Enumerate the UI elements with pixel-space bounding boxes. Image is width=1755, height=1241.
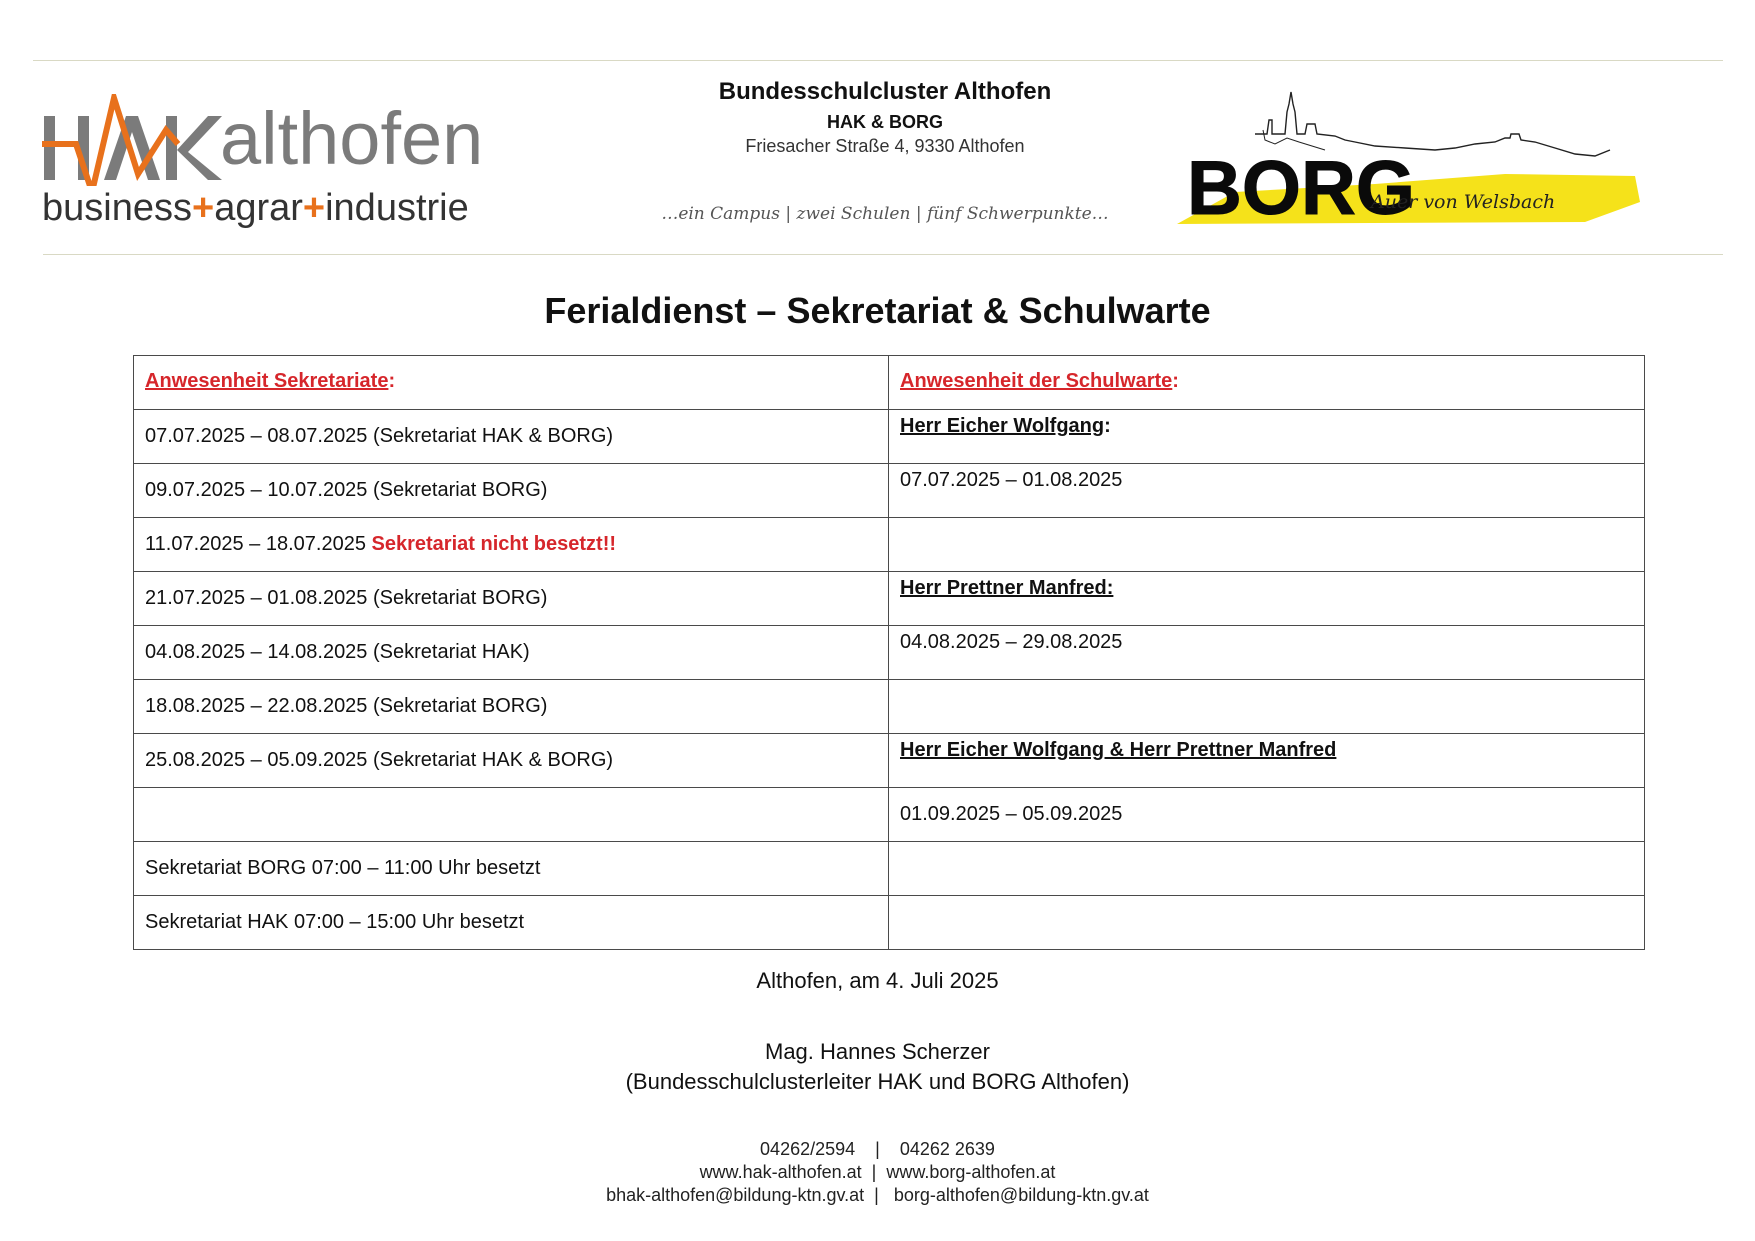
table-row (134, 518, 1645, 572)
secretariat-cell: 21.07.2025 – 01.08.2025 (Sekretariat BORG) (134, 572, 889, 626)
header-top-rule (33, 60, 1723, 61)
hak-letters-mark (42, 94, 222, 186)
school-name: Bundesschulcluster Althofen (718, 78, 1052, 105)
janitor-header-cell (889, 356, 1645, 410)
borg-logo (1175, 84, 1645, 232)
secretariat-cell: Sekretariat BORG 07:00 – 11:00 Uhr besetzt (134, 842, 889, 896)
table-header-row (134, 356, 1645, 410)
janitor-header: Anwesenheit der Schulwarte (900, 370, 1173, 392)
table-row (134, 626, 1645, 680)
borg-logo-graphic (1175, 84, 1645, 232)
janitor-cell (889, 896, 1645, 950)
janitor-cell (889, 572, 1645, 626)
secretariat-header-colon: : (388, 370, 396, 392)
secretariat-cell: 25.08.2025 – 05.09.2025 (Sekretariat HAK & BORG) (134, 734, 889, 788)
schedule-table (133, 355, 1645, 950)
janitor-name: Herr Prettner Manfred: (900, 577, 1114, 599)
secretariat-closed-alert: Sekretariat nicht besetzt!! (371, 533, 617, 555)
hak-tagline (42, 186, 469, 230)
janitor-cell (889, 734, 1645, 788)
janitor-cell: 01.09.2025 – 05.09.2025 (889, 788, 1645, 842)
secretariat-cell: Sekretariat HAK 07:00 – 15:00 Uhr besetzt (134, 896, 889, 950)
janitor-header-colon: : (1172, 370, 1179, 392)
hak-althofen-logo (42, 94, 522, 234)
secretariat-cell (134, 788, 889, 842)
table-row (134, 788, 1645, 842)
janitor-name: Herr Eicher Wolfgang (900, 415, 1105, 437)
page-title: Ferialdienst – Sekretariat & Schulwarte (544, 290, 1211, 331)
signatory-role: (Bundesschulclusterleiter HAK und BORG Althofen) (625, 1069, 1130, 1094)
tagline-agrar: agrar (214, 187, 303, 229)
tagline-business: business (42, 187, 192, 229)
janitor-cell: 04.08.2025 – 29.08.2025 (889, 626, 1645, 680)
signatory-name: Mag. Hannes Scherzer (765, 1039, 990, 1064)
janitor-name: Herr Eicher Wolfgang & Herr Prettner Manfred (900, 739, 1337, 761)
hak-wordmark: althofen (220, 97, 484, 180)
tagline-plus-2: + (302, 187, 326, 229)
table-row (134, 680, 1645, 734)
janitor-name-colon: : (1104, 415, 1111, 437)
secretariat-header: Anwesenheit Sekretariate (145, 370, 389, 392)
secretariat-cell: 09.07.2025 – 10.07.2025 (Sekretariat BORG) (134, 464, 889, 518)
janitor-cell (889, 410, 1645, 464)
secretariat-cell: 04.08.2025 – 14.08.2025 (Sekretariat HAK) (134, 626, 889, 680)
contact-phones: 04262/2594 | 04262 2639 (760, 1139, 995, 1159)
secretariat-dates: 11.07.2025 – 18.07.2025 (145, 533, 366, 555)
school-types: HAK & BORG (827, 112, 943, 132)
table-row (134, 842, 1645, 896)
table-row (134, 464, 1645, 518)
table-row (134, 572, 1645, 626)
secretariat-cell (134, 518, 889, 572)
table-row (134, 734, 1645, 788)
tagline-industrie: industrie (325, 187, 469, 229)
table-row (134, 896, 1645, 950)
secretariat-cell: 18.08.2025 – 22.08.2025 (Sekretariat BORG) (134, 680, 889, 734)
school-address: Friesacher Straße 4, 9330 Althofen (745, 136, 1025, 156)
secretariat-header-cell (134, 356, 889, 410)
janitor-cell (889, 680, 1645, 734)
secretariat-cell: 07.07.2025 – 08.07.2025 (Sekretariat HAK & BORG) (134, 410, 889, 464)
place-date: Althofen, am 4. Juli 2025 (756, 968, 999, 993)
header-bottom-rule (43, 254, 1723, 255)
school-motto: …ein Campus | zwei Schulen | fünf Schwerpunkte… (661, 204, 1109, 224)
borg-script-name: Auer von Welsbach (1371, 191, 1556, 213)
table-row (134, 410, 1645, 464)
contact-emails[interactable]: bhak-althofen@bildung-ktn.gv.at | borg-althofen@bildung-ktn.gv.at (606, 1185, 1149, 1205)
borg-wordmark: BORG (1187, 146, 1415, 231)
tagline-plus-1: + (191, 187, 215, 229)
janitor-cell (889, 842, 1645, 896)
janitor-cell (889, 518, 1645, 572)
contact-websites[interactable]: www.hak-althofen.at | www.borg-althofen.at (699, 1162, 1056, 1182)
janitor-cell: 07.07.2025 – 01.08.2025 (889, 464, 1645, 518)
